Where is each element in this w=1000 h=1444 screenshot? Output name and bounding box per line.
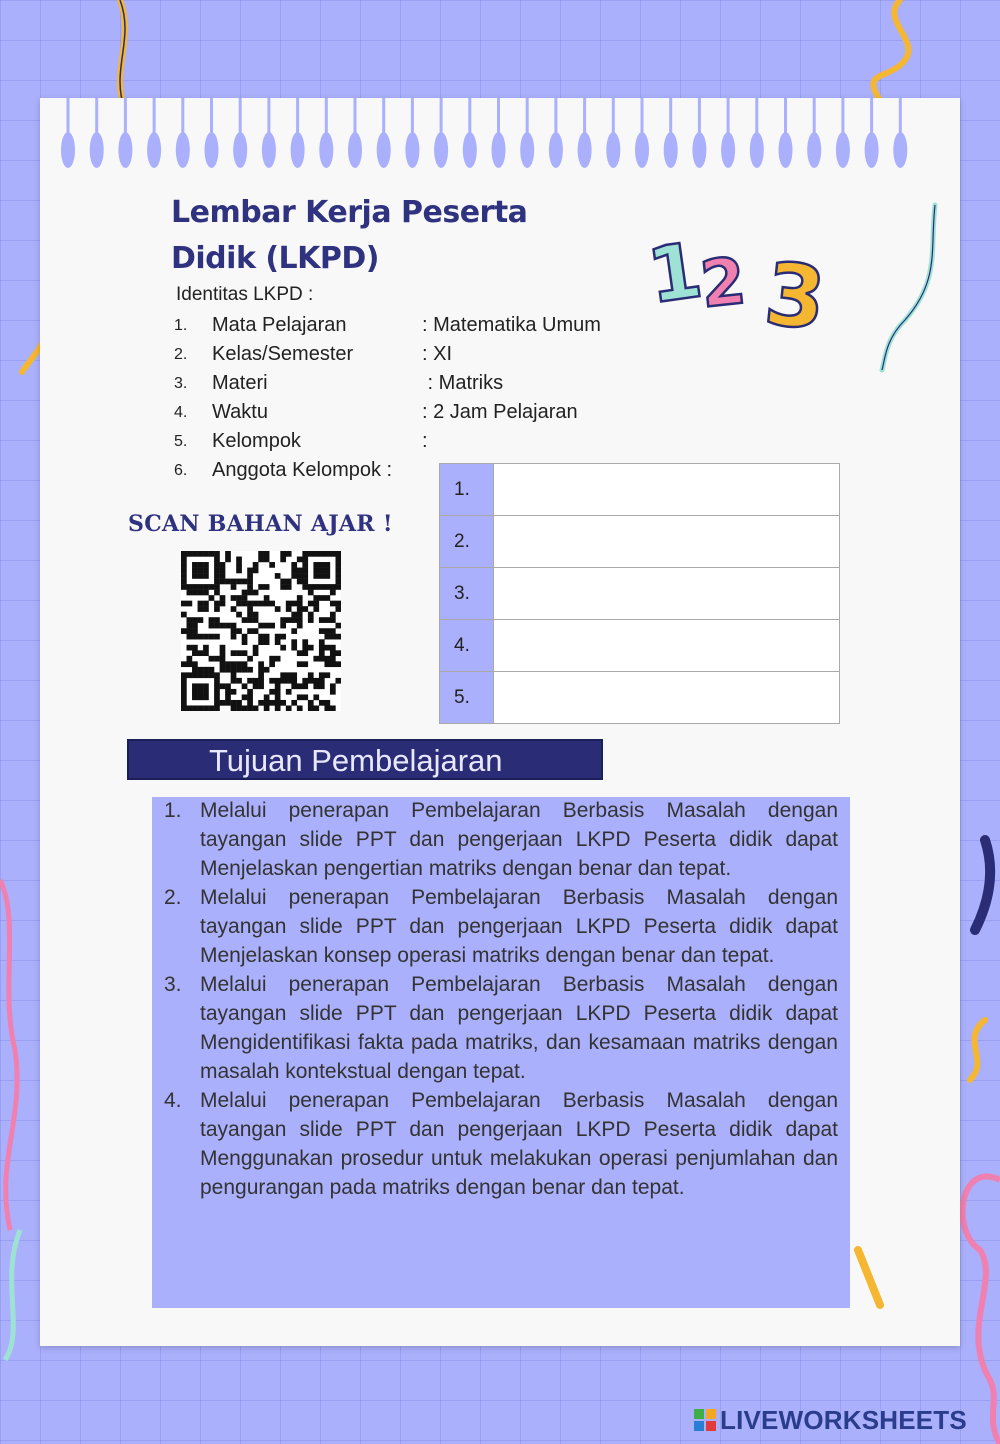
- binding-hole: [147, 132, 161, 168]
- binding-hole: [578, 132, 592, 168]
- member-name-field[interactable]: [494, 464, 840, 516]
- identity-row-number: 2.: [174, 345, 188, 363]
- goal-number: 2.: [164, 886, 182, 909]
- decor-number-3: 3: [760, 244, 831, 350]
- binding-hole: [635, 132, 649, 168]
- identity-row: [174, 340, 601, 369]
- identity-row-number: 5.: [174, 432, 188, 450]
- goal-number: 4.: [164, 1089, 182, 1112]
- decor-number-1: 1: [642, 225, 708, 321]
- binding-hole: [463, 132, 477, 168]
- member-table: [439, 463, 840, 724]
- identity-row-label: Anggota Kelompok :: [212, 459, 393, 481]
- identity-row-value: : XI: [422, 343, 453, 365]
- member-row: [440, 568, 840, 620]
- identity-row-value: :: [422, 430, 428, 452]
- identity-row-label: Kelas/Semester: [212, 343, 354, 365]
- identity-row-label: Materi: [212, 372, 268, 394]
- goal-item: [160, 1086, 838, 1202]
- goal-number: 3.: [164, 973, 182, 996]
- identity-row-value: : Matematika Umum: [422, 314, 601, 336]
- binding-hole: [233, 132, 247, 168]
- goal-number: 1.: [164, 799, 182, 822]
- liveworksheets-brand[interactable]: [694, 1404, 967, 1436]
- binding-hole: [434, 132, 448, 168]
- identity-row-number: 4.: [174, 403, 188, 421]
- binding-hole: [348, 132, 362, 168]
- binding-hole: [492, 132, 506, 168]
- identity-list: [174, 311, 601, 485]
- goal-item: [160, 883, 838, 970]
- identity-row-label: Waktu: [212, 401, 268, 423]
- binding-hole: [664, 132, 678, 168]
- identity-row-label: Mata Pelajaran: [212, 314, 347, 336]
- member-name-field[interactable]: [494, 568, 840, 620]
- identity-row-number: 1.: [174, 316, 188, 334]
- binding-hole: [807, 132, 821, 168]
- binding-hole: [118, 132, 132, 168]
- identity-row: [174, 369, 601, 398]
- binding-hole: [692, 132, 706, 168]
- binding-hole: [291, 132, 305, 168]
- goal-text: Melalui penerapan Pembelajaran Berbasis Masalah dengan tayangan slide PPT dan pengerjaan LKPD Peserta didik dapat Menggunakan prosedur untuk melakukan operasi penjumlahan dan pengurangan pada matriks dengan benar dan tepat.: [200, 1089, 838, 1199]
- binding-hole: [779, 132, 793, 168]
- member-name-field[interactable]: [494, 672, 840, 724]
- member-name-field[interactable]: [494, 620, 840, 672]
- binding-hole: [90, 132, 104, 168]
- binding-hole: [319, 132, 333, 168]
- binding-hole: [549, 132, 563, 168]
- member-number: 3.: [440, 568, 494, 620]
- binding-hole: [377, 132, 391, 168]
- binding-hole: [865, 132, 879, 168]
- brand-text: LIVEWORKSHEETS: [720, 1404, 967, 1435]
- identity-row-value: : Matriks: [422, 372, 504, 394]
- member-number: 4.: [440, 620, 494, 672]
- identity-row-number: 6.: [174, 461, 188, 479]
- binding-hole: [520, 132, 534, 168]
- member-number: 1.: [440, 464, 494, 516]
- goal-text: Melalui penerapan Pembelajaran Berbasis Masalah dengan tayangan slide PPT dan pengerjaan LKPD Peserta didik dapat Menjelaskan pengertian matriks dengan benar dan tepat.: [200, 799, 838, 880]
- identity-row-label: Kelompok: [212, 430, 301, 452]
- goal-text: Melalui penerapan Pembelajaran Berbasis Masalah dengan tayangan slide PPT dan pengerjaan LKPD Peserta didik dapat Mengidentifikasi fakta pada matriks, dan kesamaan matriks dengan masalah kontekstual dengan tepat.: [200, 973, 838, 1083]
- binding-hole: [61, 132, 75, 168]
- binding-hole: [606, 132, 620, 168]
- identity-row: [174, 427, 601, 456]
- goal-item: [160, 796, 838, 883]
- identity-row-number: 3.: [174, 374, 188, 392]
- member-number: 2.: [440, 516, 494, 568]
- qr-code[interactable]: [181, 551, 341, 711]
- member-row: [440, 464, 840, 516]
- binding-hole: [262, 132, 276, 168]
- binding-hole: [176, 132, 190, 168]
- identity-row-value: : 2 Jam Pelajaran: [422, 401, 578, 423]
- member-name-field[interactable]: [494, 516, 840, 568]
- identity-heading: Identitas LKPD :: [176, 284, 314, 305]
- member-number: 5.: [440, 672, 494, 724]
- identity-row: [174, 398, 601, 427]
- scan-label: SCAN BAHAN AJAR !: [128, 511, 393, 537]
- binding-hole: [750, 132, 764, 168]
- spiral-binding: [0, 98, 1000, 178]
- binding-hole: [205, 132, 219, 168]
- learning-goals-list: [160, 796, 838, 1202]
- member-row: [440, 672, 840, 724]
- page-title: Lembar Kerja Peserta Didik (LKPD): [171, 195, 528, 276]
- identity-row: [174, 311, 601, 340]
- binding-hole: [836, 132, 850, 168]
- section-title: Tujuan Pembelajaran: [209, 743, 503, 778]
- goal-item: [160, 970, 838, 1086]
- binding-hole: [721, 132, 735, 168]
- binding-hole: [893, 132, 907, 168]
- binding-hole: [405, 132, 419, 168]
- member-row: [440, 516, 840, 568]
- decor-number-2: 2: [697, 244, 750, 323]
- goal-text: Melalui penerapan Pembelajaran Berbasis Masalah dengan tayangan slide PPT dan pengerjaan LKPD Peserta didik dapat Menjelaskan konsep operasi matriks dengan benar dan tepat.: [200, 886, 838, 967]
- member-row: [440, 620, 840, 672]
- liveworksheets-logo-icon: [694, 1409, 716, 1431]
